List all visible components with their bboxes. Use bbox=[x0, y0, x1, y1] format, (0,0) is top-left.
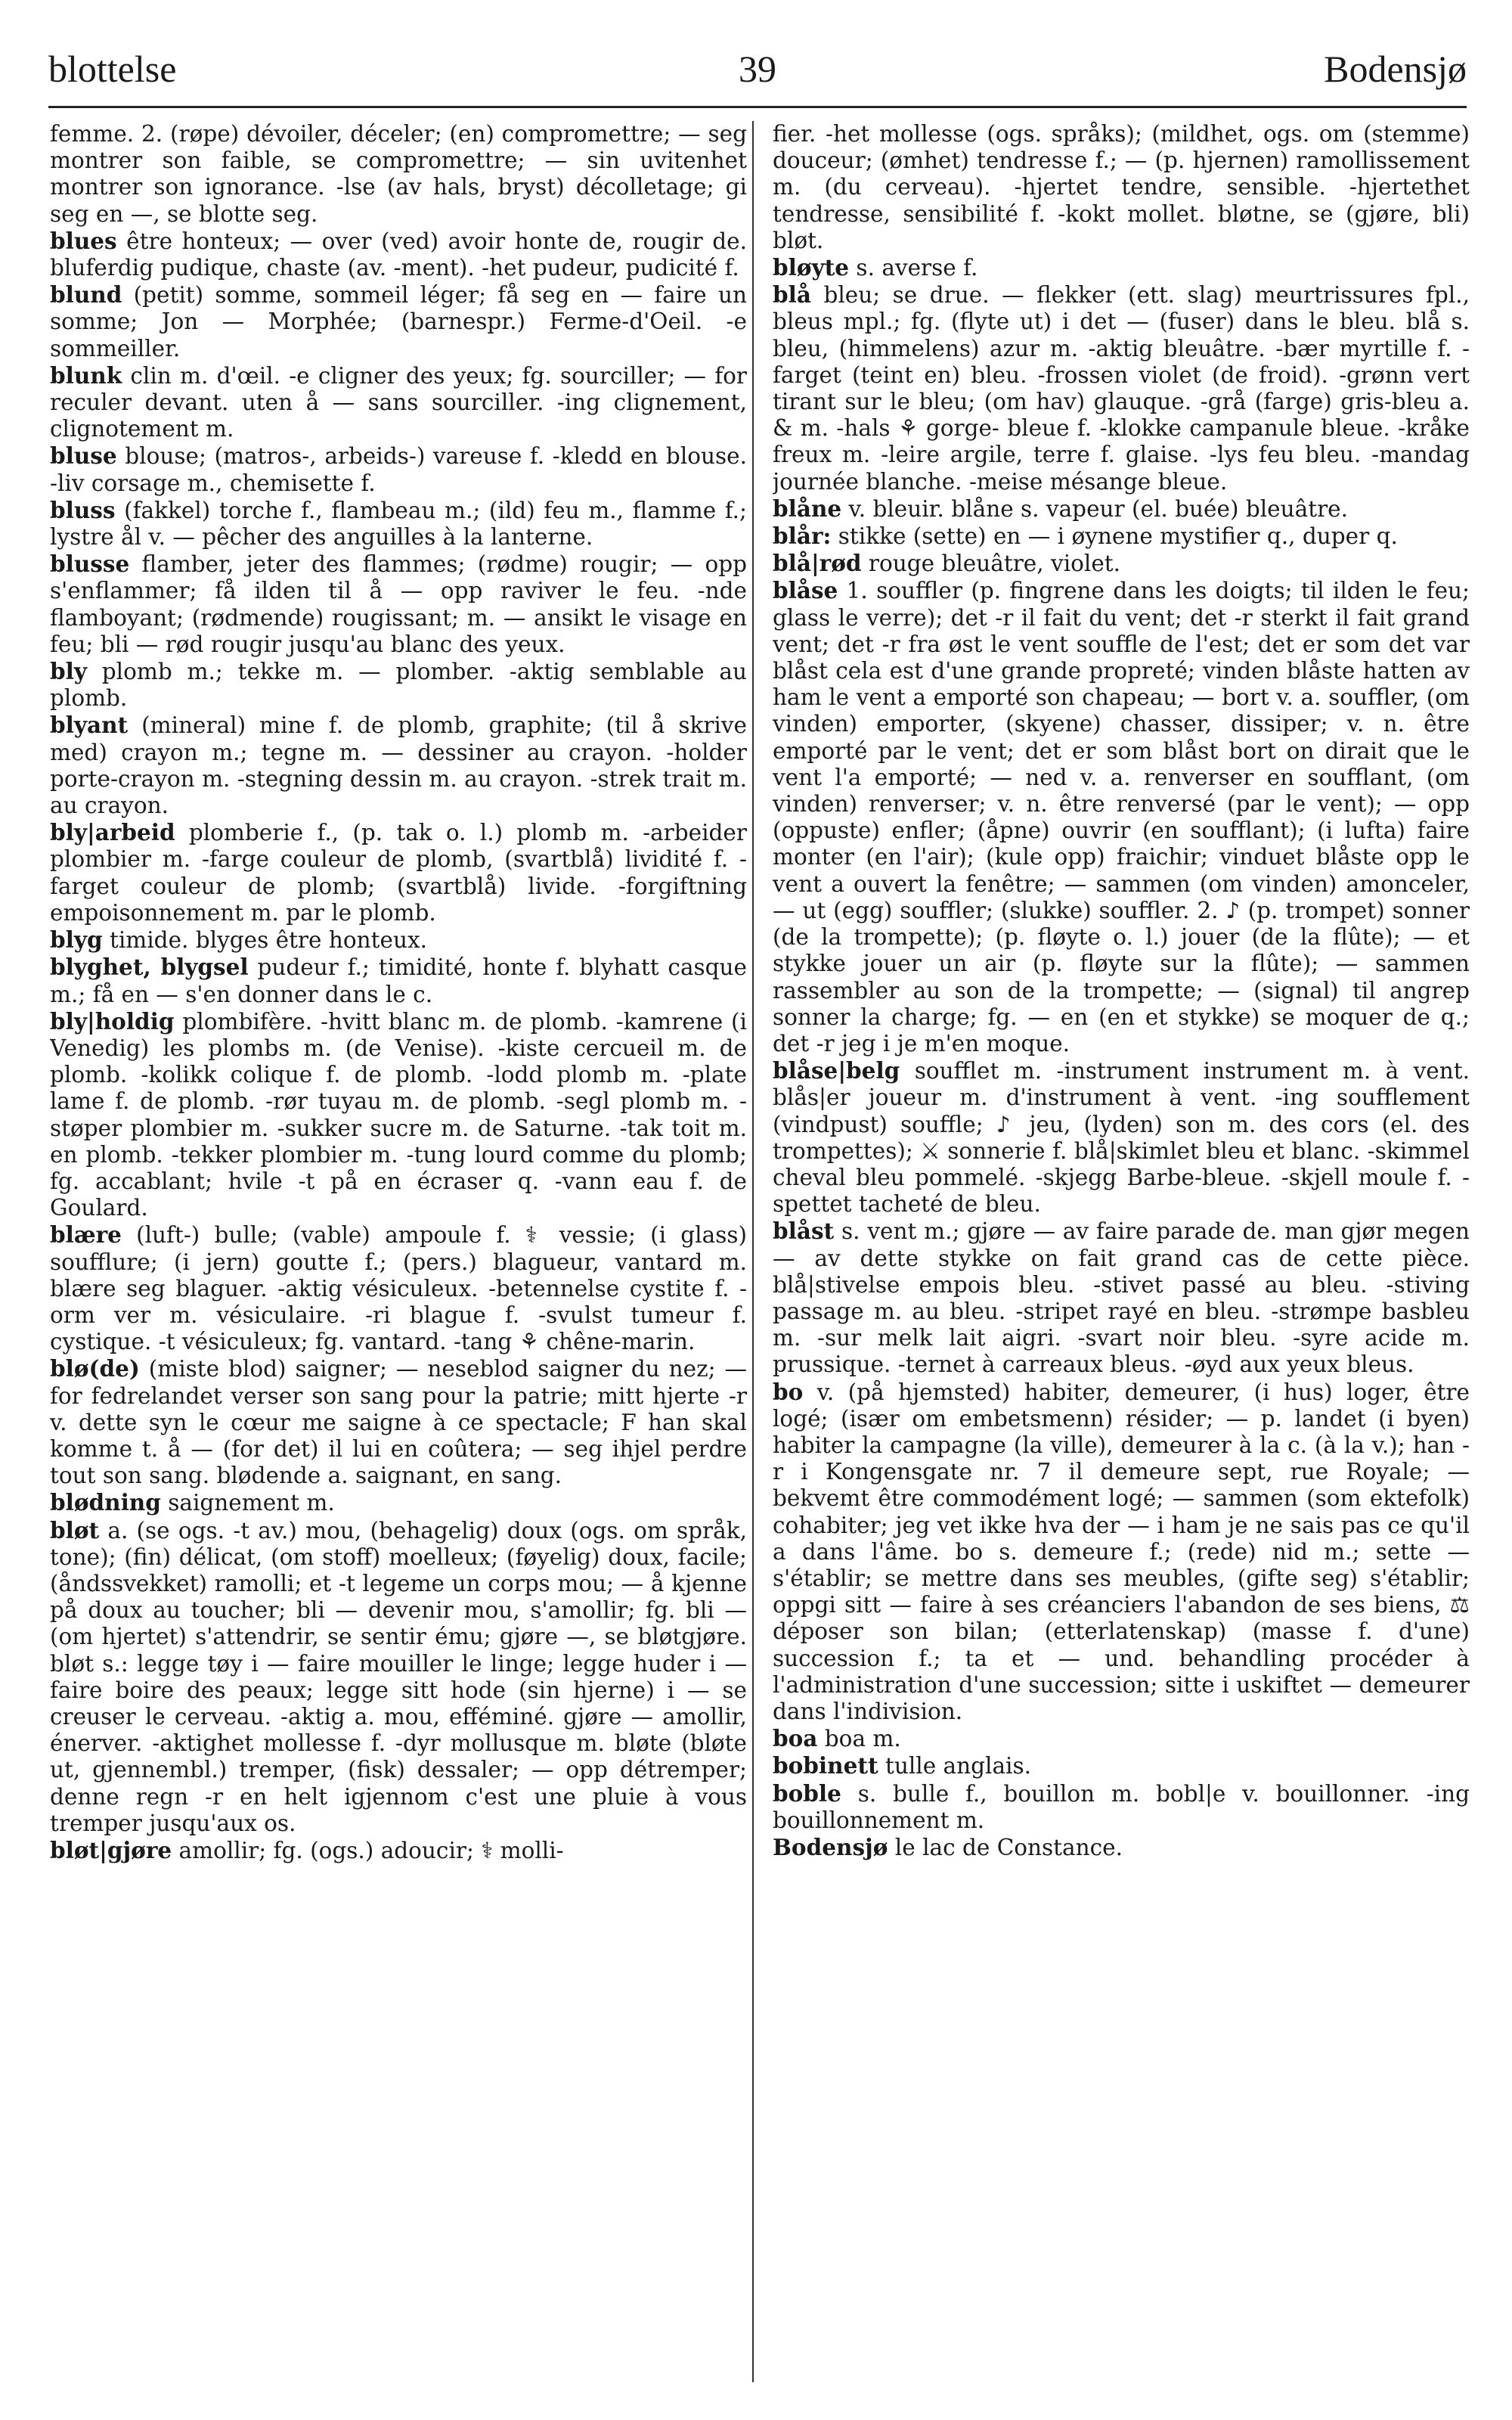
dictionary-entry bbox=[773, 550, 1470, 577]
entry-headword: bly|holdig bbox=[50, 1007, 175, 1035]
entry-headword: boble bbox=[773, 1779, 841, 1807]
entry-headword: blåse|belg bbox=[773, 1057, 900, 1084]
entry-text: s. vent m.; gjøre — av faire parade de. man gjør megen — av dette stykke on fait grand cas de cette pièce. blå|stivelse empois bleu. -stivet passé au bleu. -stiving passage m. au bleu. -stripet rayé en bleu. -strømpe basbleu m. -sur melk lait aigri. -svart noir bleu. -syre acide m. prussique. -ternet à carreaux bleus. -øyd aux yeux bleus. bbox=[773, 1218, 1470, 1378]
entry-text: soufflet m. -instrument instrument m. à vent. blås|er joueur m. d'instrument à vent. -ing soufflement (vindpust) souffle; ♪ jeu, (lyden) son m. des cors (el. des trompettes); ⚔ sonnerie f. blå|skimlet bleu et blanc. -skimmel cheval bleu pommelé. -skjegg Barbe-bleue. -skjell moule f. -spettet tacheté de bleu. bbox=[773, 1058, 1470, 1218]
entry-headword: blåse bbox=[773, 577, 838, 604]
entry-text: boa m. bbox=[817, 1726, 901, 1752]
dictionary-entry bbox=[50, 1221, 747, 1355]
dictionary-entry bbox=[50, 954, 747, 1007]
entry-headword: blø(de) bbox=[50, 1355, 140, 1382]
entry-text: timide. blyges être honteux. bbox=[102, 927, 427, 954]
dictionary-entry bbox=[773, 1218, 1470, 1378]
entry-headword: blå bbox=[773, 281, 811, 309]
column-divider bbox=[752, 121, 754, 2382]
entry-text: tulle anglais. bbox=[878, 1753, 1031, 1779]
dictionary-entry bbox=[773, 577, 1470, 1057]
dictionary-entry bbox=[773, 254, 1470, 281]
entry-headword: Bodensjø bbox=[773, 1834, 888, 1860]
entry-text: 1. souffler (p. fingrene dans les doigts; til ilden le feu; glass le verre); det -r il fait du vent; det -r sterkt il fait grand vent; det -r fra øst le vent souffle de l'est; det er som det var blåst cela est d'une grande propreté; vinden blåste hatten av ham le vent a emporté son chapeau; — bort v. a. souffler, (om vinden) emporter, (skyene) chasser, dissiper; v. n. être emporté par le vent; det er som blåst bort on dirait que le vent l'a emporté; — ned v. a. renverser en soufflant, (om vinden) renverser; v. n. être renversé (par le vent); — opp (oppuste) enfler; (åpne) ouvrir (en soufflant); (i lufta) faire monter (en l'air); (kule opp) fraichir; vinduet blåste opp le vent a ouvert la fenêtre; — sammen (om vinden) amonceler, — ut (egg) souffler; (slukke) souffler. 2. ♪ (p. trompet) sonner (de la trompette); (p. fløyte o. l.) jouer (de la flûte); — et stykke jouer un air (p. fløyte sur la flûte); — sammen rassembler au son de la trompette; — (signal) til angrep sonner la charge; fg. — en (en et stykke) se moquer de q.; det -r jeg i je m'en moque. bbox=[773, 578, 1470, 1056]
dictionary-entry bbox=[50, 442, 747, 496]
dictionary-entry bbox=[50, 819, 747, 926]
dictionary-entry bbox=[50, 712, 747, 819]
entry-headword: blunk bbox=[50, 361, 122, 389]
dictionary-entry bbox=[773, 121, 1470, 254]
entry-headword: blues bbox=[50, 227, 117, 254]
entry-text: fier. -het mollesse (ogs. språks); (mildhet, ogs. om (stemme) douceur; (ømhet) tendresse f.; — (p. hjernen) ramollissement m. (du cerveau). -hjertet tendre, sensible. -hjertethet tendresse, sensibilité f. -kokt mollet. bløtne, se (gjøre, bli) bløt. bbox=[773, 121, 1470, 253]
dictionary-entry bbox=[773, 1725, 1470, 1752]
entry-headword: bly|arbeid bbox=[50, 819, 175, 846]
entry-headword: bløt|gjøre bbox=[50, 1837, 172, 1863]
dictionary-entry bbox=[773, 523, 1470, 550]
entry-text: le lac de Constance. bbox=[888, 1835, 1123, 1860]
dictionary-entry bbox=[50, 497, 747, 551]
entry-text: amollir; fg. (ogs.) adoucir; ⚕ molli- bbox=[172, 1838, 564, 1863]
entry-text: rouge bleuâtre, violet. bbox=[861, 551, 1121, 577]
entry-headword: blyg bbox=[50, 926, 103, 954]
entry-text: flamber, jeter des flammes; (rødme) rougir; — opp s'enflammer; få ilden til å — opp raviver le feu. -nde flamboyant; (rødmende) rougissant; m. — ansikt le visage en feu; bli — rød rougir jusqu'au blanc des yeux. bbox=[50, 551, 747, 657]
entry-text: saignement m. bbox=[160, 1490, 335, 1516]
entry-headword: blære bbox=[50, 1221, 122, 1249]
entry-headword: blusse bbox=[50, 551, 130, 578]
entry-text: (mineral) mine f. de plomb, graphite; (til å skrive med) crayon m.; tegne m. — dessiner au crayon. -holder porte-crayon m. -stegning dessin m. au crayon. -strek trait m. au crayon. bbox=[50, 712, 747, 819]
entry-headword: blødning bbox=[50, 1489, 161, 1516]
entry-headword: blund bbox=[50, 281, 122, 309]
dictionary-entry bbox=[773, 281, 1470, 495]
entry-headword: bløt bbox=[50, 1516, 100, 1544]
entry-text: (fakkel) torche f., flambeau m.; (ild) feu m., flamme f.; lystre ål v. — pêcher des anguilles à la lanterne. bbox=[50, 497, 747, 551]
dictionary-entry bbox=[773, 1379, 1470, 1726]
entry-headword: bluss bbox=[50, 496, 116, 523]
dictionary-entry bbox=[50, 121, 747, 228]
page-header bbox=[48, 47, 1467, 100]
entry-headword: bløyte bbox=[773, 254, 850, 281]
entry-text: bleu; se drue. — flekker (ett. slag) meurtrissures fpl., bleus mpl.; fg. (flyte ut) i det — (fuser) dans le bleu. blå s. bleu, (himmelens) azur m. -aktig bleuâtre. -bær myrtille f. -farget (teint en) bleu. -frossen violet (de froid). -grønn vert tirant sur le bleu; (om hav) glauque. -grå (farge) gris-bleu a. & m. -hals ⚘ gorge- bleue f. -klokke campanule bleue. -kråke freux m. -leire argile, terre f. glaise. -lys feu bleu. -mandag journée blanche. -meise mésange bleue. bbox=[773, 282, 1470, 495]
dictionary-entry bbox=[50, 1489, 747, 1516]
entry-headword: blyghet, blygsel bbox=[50, 954, 249, 981]
dictionary-entry bbox=[50, 1355, 747, 1489]
entry-text: (miste blod) saigner; — neseblod saigner du nez; — for fedrelandet verser son sang pour la patrie; mitt hjerte -r v. dette syn le cœur me saigne à ce spectacle; F han skal komme t. å — (for det) il lui en coûtera; — seg ihjel perdre tout son sang. blødende a. saignant, en sang. bbox=[50, 1356, 747, 1489]
entry-text: (luft-) bulle; (vable) ampoule f. ⚕ vessie; (i glass) soufflure; (i jern) goutte f.; (pers.) blagueur, vantard m. blære seg blaguer. -aktig vésiculeux. -betennelse cystite f. -orm ver m. vésiculaire. -ri blague f. -svulst tumeur f. cystique. -t vésiculeux; fg. vantard. -tang ⚘ chêne-marin. bbox=[50, 1222, 747, 1355]
entry-text: s. averse f. bbox=[849, 255, 978, 281]
entry-headword: blyant bbox=[50, 712, 129, 739]
entry-text: (petit) somme, sommeil léger; få seg en — faire un somme; Jon — Morphée; (barnespr.) Ferme-d'Oeil. -e sommeiller. bbox=[50, 282, 747, 361]
entry-text: plombifère. -hvitt blanc m. de plomb. -kamrene (i Venedig) les plombs m. (de Venise). -kiste cercueil m. de plomb. -kolikk colique f. de plomb. -lodd plomb m. -plate lame f. de plomb. -rør tuyau m. de plomb. -segl plomb m. -støper plombier m. -sukker sucre m. de Saturne. -tak toit m. en plomb. -tekker plombier m. -tung lourd comme du plomb; fg. accablant; hvile -t på en écraser q. -vann eau f. de Goulard. bbox=[50, 1008, 747, 1221]
header-rule bbox=[48, 106, 1467, 108]
running-head-right: Bodensjø bbox=[1324, 48, 1467, 90]
dictionary-entry bbox=[773, 495, 1470, 523]
left-column bbox=[50, 121, 747, 2382]
dictionary-entry bbox=[50, 551, 747, 658]
entry-headword: blår: bbox=[773, 523, 832, 550]
dictionary-entry bbox=[50, 281, 747, 362]
entry-text: plomb m.; tekke m. — plomber. -aktig semblable au plomb. bbox=[50, 659, 747, 712]
running-head-left: blottelse bbox=[48, 48, 177, 90]
entry-headword: bobinett bbox=[773, 1752, 878, 1779]
entry-text: pudeur f.; timidité, honte f. blyhatt casque m.; få en — s'en donner dans le c. bbox=[50, 954, 747, 1007]
entry-text: s. bulle f., bouillon m. bobl|e v. bouillonner. -ing bouillonnement m. bbox=[773, 1780, 1470, 1833]
entry-text: clin m. d'œil. -e cligner des yeux; fg. sourciller; — for reculer devant. uten å — sans sourciller. -ing clignement, clignotement m. bbox=[50, 362, 747, 442]
entry-headword: bo bbox=[773, 1378, 804, 1405]
dictionary-entry bbox=[50, 362, 747, 443]
dictionary-entry bbox=[50, 1837, 747, 1864]
dictionary-entry bbox=[773, 1057, 1470, 1218]
dictionary-entry bbox=[773, 1780, 1470, 1834]
dictionary-entry bbox=[773, 1752, 1470, 1779]
entry-headword: blåne bbox=[773, 495, 842, 522]
entry-text: plomberie f., (p. tak o. l.) plomb m. -arbeider plombier m. -farge couleur de plomb, (svartblå) lividité f. -farget couleur de plomb; (svartblå) livide. -forgiftning empoisonnement m. par le plomb. bbox=[50, 820, 747, 926]
right-column bbox=[773, 121, 1470, 2382]
entry-text: v. bleuir. blåne s. vapeur (el. buée) bleuâtre. bbox=[841, 495, 1349, 522]
entry-text: stikke (sette) en — i øynene mystifier q., duper q. bbox=[831, 523, 1398, 550]
dictionary-entry bbox=[773, 1834, 1470, 1861]
entry-text: être honteux; — over (ved) avoir honte de, rougir de. bluferdig pudique, chaste (av. -ment). -het pudeur, pudicité f. bbox=[50, 228, 747, 281]
dictionary-entry bbox=[50, 1517, 747, 1837]
entry-text: a. (se ogs. -t av.) mou, (behagelig) doux (ogs. om språk, tone); (fin) délicat, (om stoff) moelleux; (føyelig) doux, facile; (åndssvekket) ramolli; et -t legeme un corps mou; — å kjenne på doux au toucher; bli — devenir mou, s'amollir; fg. bli — (om hjertet) s'attendrir, se sentir ému; gjøre —, se bløtgjøre. bløt s.: legge tøy i — faire mouiller le linge; legge huder i — faire boire des peaux; legge sitt hode (sin hjerne) i — se creuser le cerveau. -aktig a. mou, efféminé. gjøre — amollir, énerver. -aktighet mollesse f. -dyr mollusque m. bløte (bløte ut, gjennembl.) tremper, (fisk) dessaler; — opp détremper; denne regn -r en helt igjennom c'est une pluie à vous tremper jusqu'aux os. bbox=[50, 1517, 747, 1836]
page-number: 39 bbox=[739, 48, 776, 90]
entry-headword: bluse bbox=[50, 442, 117, 470]
entry-headword: blåst bbox=[773, 1218, 835, 1245]
entry-text: blouse; (matros-, arbeids-) vareuse f. -kledd en blouse. -liv corsage m., chemisette f. bbox=[50, 443, 747, 496]
dictionary-entry bbox=[50, 926, 747, 954]
dictionary-entry bbox=[50, 228, 747, 281]
entry-headword: boa bbox=[773, 1725, 818, 1752]
dictionary-entry bbox=[50, 1008, 747, 1222]
entry-text: femme. 2. (røpe) dévoiler, déceler; (en) compromettre; — seg montrer son faible, se compromettre; — sin uvitenhet montrer son ignorance. -lse (av hals, bryst) décolletage; gi seg en —, se blotte seg. bbox=[50, 121, 747, 227]
entry-text: v. (på hjemsted) habiter, demeurer, (i hus) loger, être logé; (især om embetsmenn) résider; — p. landet (i byen) habiter la campagne (la ville), demeurer à la c. (à la v.); han -r i Kongensgate nr. 7 il demeure sept, rue Royale; — bekvemt être commodément logé; — sammen (som ektefolk) cohabiter; jeg vet ikke hva der — i ham je ne sais pas ce qu'il a dans l'âme. bo s. demeure f.; (rede) nid m.; sette — s'établir; se mettre dans ses meubles, (gifte seg) s'établir; oppgi sitt — faire à ses créanciers l'abandon de ses biens, ⚖ déposer son bilan; (etterlatenskap) (masse f. d'une) succession f.; ta et — und. behandling procéder à l'administration d'une succession; sitte i uskiftet — demeurer dans l'indivision. bbox=[773, 1379, 1470, 1724]
dictionary-entry bbox=[50, 658, 747, 712]
entry-headword: blå|rød bbox=[773, 550, 862, 577]
entry-headword: bly bbox=[50, 658, 87, 685]
